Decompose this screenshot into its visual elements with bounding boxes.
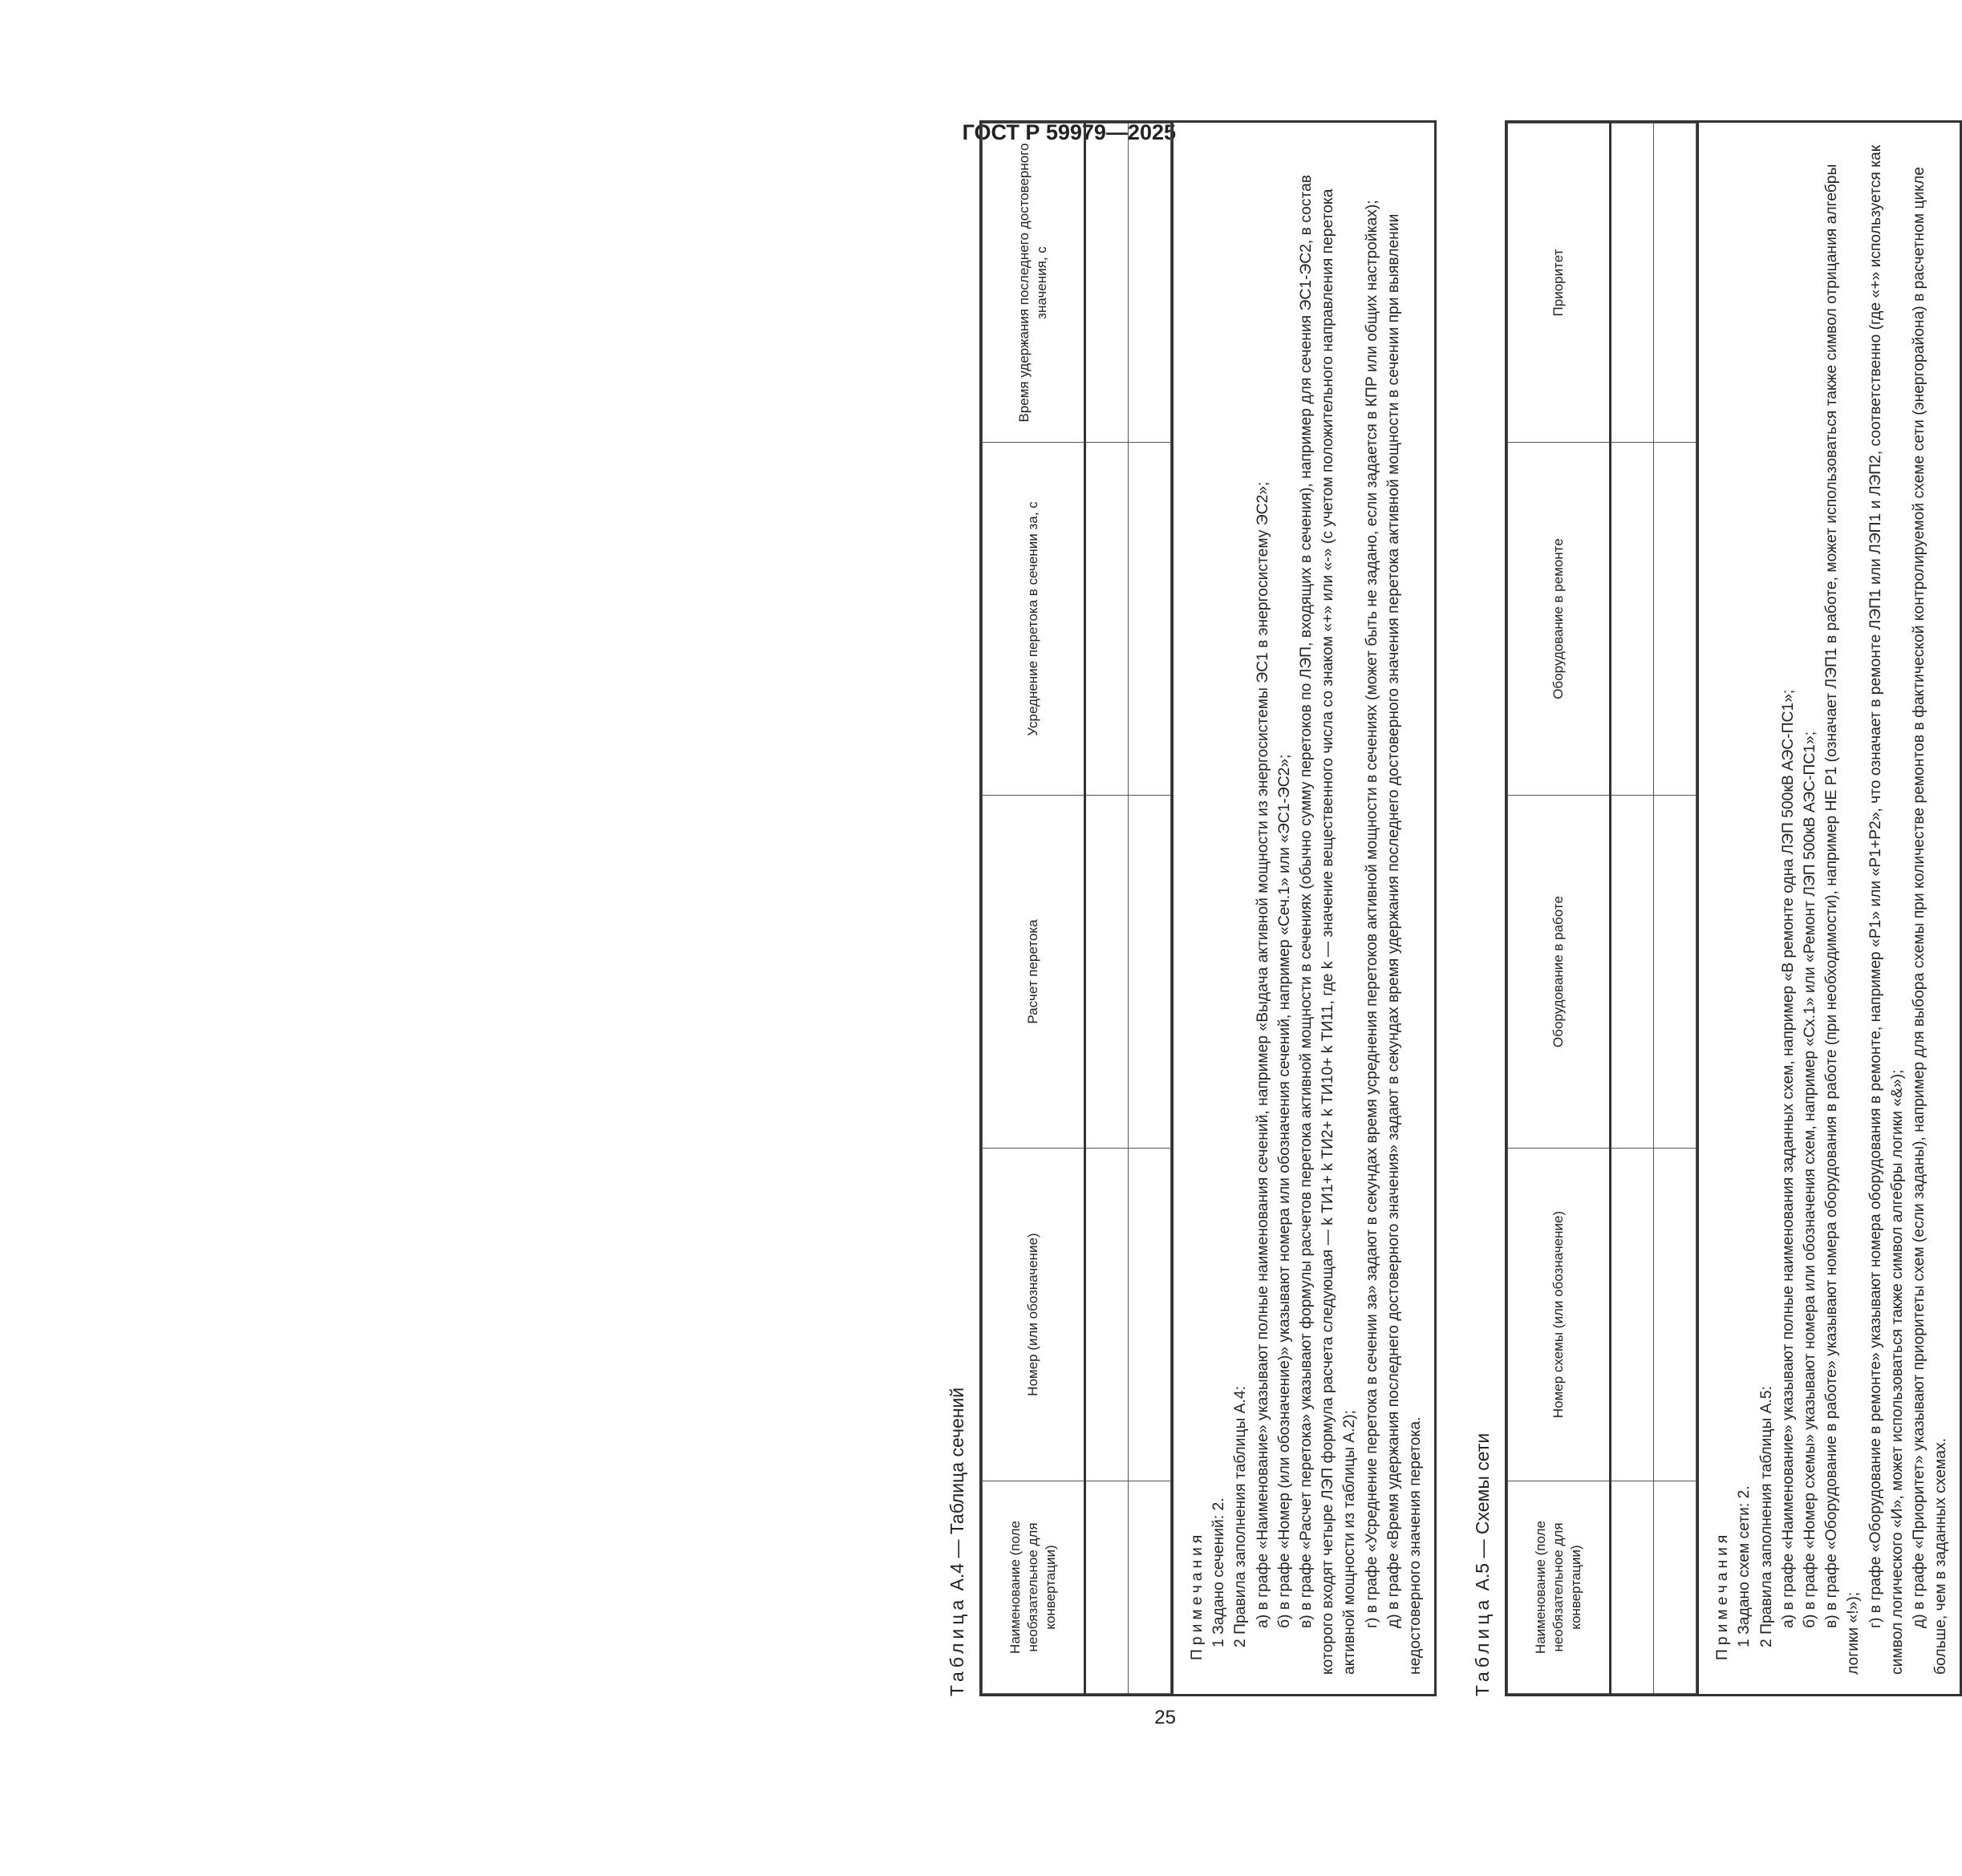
- table-a5-caption: [1472, 120, 1494, 1696]
- note-item: д) в графе «Время удержания последнего достоверного значения» задают в секундах время удержания последнего достоверного значения перетока активной мощности в сечении при выявлении недостоверного значения перетока.: [1384, 213, 1425, 1675]
- notes-heading: Примечания: [1714, 1530, 1732, 1660]
- note-item: б) в графе «Номер (или обозначение)» указывают номера или обозначения сечений, например «Сеч.1» или «ЭС1-ЭС2»;: [1275, 754, 1293, 1628]
- table-a4: [979, 120, 1437, 1696]
- table-a4-col-number: Номер (или обозначение): [983, 1149, 1085, 1481]
- note-item: а) в графе «Наименование» указывают полные наименования заданных схем, например «В ремонте одна ЛЭП 500кВ АЭС-ПС1»;: [1779, 689, 1797, 1628]
- table-a5-col-priority: Приоритет: [1508, 124, 1611, 443]
- note-item: д) в графе «Приоритет» указывают приоритеты схем (если заданы), например для выбора схемы при количестве ремонтов в фактической контролируемой схеме сети (энергорайона) в расчетном цикле больше, чем в заданных схемах.: [1911, 167, 1950, 1675]
- table-a5-col-name: Наименование (поле необязательное для конвертации): [1508, 1481, 1611, 1694]
- table-a5-col-equipment-in-service: Оборудование в работе: [1508, 796, 1611, 1149]
- table-a5-col-equipment-in-repair: Оборудование в ремонте: [1508, 443, 1611, 796]
- table-a5: [1505, 120, 1962, 1696]
- table-a5-notes: [1696, 123, 1960, 1694]
- note-item: б) в графе «Номер схемы» указывают номера или обозначения схем, например «Сх.1» или «Ремонт ЛЭП 500кВ АЭС-ПС1»;: [1802, 731, 1819, 1628]
- table-a4-col-name: Наименование (поле необязательное для конвертации): [983, 1481, 1085, 1694]
- page-number: 25: [1154, 1707, 1176, 1728]
- note-item: г) в графе «Оборудование в ремонте» указывают номера оборудования в ремонте, например «Р1» или «Р1+Р2», что означает в ремонте ЛЭП1 или ЛЭП1 и ЛЭП2, соответственно (где «+» используется как символ логического «И», может использоваться также символ алгебры логики «&»);: [1867, 144, 1906, 1675]
- table-a5-header-row: [1508, 124, 1611, 1694]
- note-item: в) в графе «Расчет перетока» указывают формулы расчетов перетока активной мощности в сечениях (обычно сумму перетоков по ЛЭП, входящих в сечения), например для сечения ЭС1-ЭС2, в состав которого входят четыре ЛЭП формула расчета следующая — k ТИ1+ k ТИ2+ k ТИ10+ k ТИ11, где k — значение вещественного числа со знаком «+» или «-» (с учетом положительного направления перетока активной мощности из таблицы А.2);: [1298, 174, 1359, 1675]
- table-row: [1654, 124, 1696, 1694]
- note-item: 1 Задано сечений: 2.: [1210, 1497, 1228, 1647]
- note-item: 2 Правила заполнения таблицы А.4:: [1232, 1386, 1250, 1647]
- table-row: [1085, 124, 1129, 1694]
- notes-heading: Примечания: [1189, 1530, 1206, 1660]
- note-item: а) в графе «Наименование» указывают полные наименования сечений, например «Выдача активной мощности из энергосистемы ЭС1 в энергосистему ЭС2»;: [1254, 481, 1271, 1628]
- note-item: в) в графе «Оборудование в работе» указывают номера оборудования в работе (при необходимости), например НЕ Р1 (означает ЛЭП1 в работе, может использоваться также символ отрицания алгебры логики «!»);: [1823, 164, 1863, 1675]
- table-a4-notes: [1171, 123, 1434, 1694]
- table-a5-caption-title: А.5 — Схемы сети: [1472, 1432, 1494, 1596]
- table-a4-col-calculation: Расчет перетока: [983, 796, 1085, 1149]
- table-a4-header-row: [983, 124, 1085, 1694]
- table-row: [1129, 124, 1171, 1694]
- table-row: [1611, 124, 1654, 1694]
- note-item: г) в графе «Усреднение перетока в сечении за» задают в секундах время усреднения перетоков активной мощности в сечениях (может быть не задано, если задается в КПР или общих настройках);: [1363, 200, 1380, 1628]
- table-a4-caption: [947, 120, 968, 1696]
- table-a4-grid: [982, 123, 1171, 1694]
- table-a5-grid: [1507, 123, 1696, 1694]
- rotated-page-content: [947, 120, 1962, 1696]
- table-a5-col-scheme-number: Номер схемы (или обозначение): [1508, 1149, 1611, 1481]
- table-a5-caption-prefix: Таблица: [1472, 1595, 1494, 1696]
- table-a4-caption-title: А.4 — Таблица сечений: [947, 1387, 967, 1596]
- note-item: 1 Задано схем сети: 2.: [1736, 1485, 1753, 1647]
- table-a4-col-averaging: Усреднение перетока в сечении за, с: [983, 443, 1085, 796]
- document-standard-header: ГОСТ Р 59979—2025: [962, 120, 1176, 144]
- note-item: 2 Правила заполнения таблицы А.5:: [1757, 1386, 1775, 1647]
- table-a4-caption-prefix: Таблица: [947, 1595, 967, 1696]
- table-a4-col-hold-time: Время удержания последнего достоверного значения, с: [983, 124, 1085, 443]
